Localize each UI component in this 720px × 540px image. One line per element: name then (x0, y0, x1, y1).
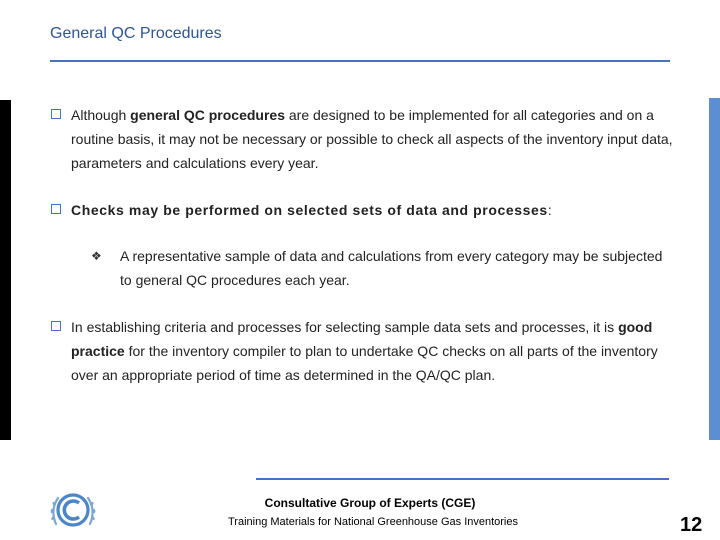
title-divider (50, 60, 670, 62)
good-practice-term: good practice (71, 319, 653, 359)
bullet-item: Although general QC procedures are designed to be implemented for all categories and on a routine basis, it may not be necessary or possible to check all aspects of the inventory input data, parameters and calculations every year. (51, 103, 676, 175)
footer-training-title: Training Materials for National Greenhouse Gas Inventories (227, 516, 518, 528)
bullet-list (51, 103, 676, 387)
footer-divider (256, 478, 669, 480)
page-number: 12 (680, 514, 703, 536)
diamond-bullet-icon: ❖ (91, 249, 102, 263)
left-accent-bar (0, 100, 11, 440)
slide-title: General QC Procedures (50, 25, 222, 42)
square-bullet-icon (51, 109, 61, 119)
bullet-item: In establishing criteria and processes for selecting sample data sets and processes, it is good practice for the inventory compiler to plan to undertake QC checks on all parts of the inventory over an appropriate period of time as determined in the QA/QC plan. (51, 315, 676, 387)
square-bullet-icon (51, 321, 61, 331)
bold-term: general QC procedures (130, 107, 285, 123)
un-climate-change-logo-icon (46, 488, 100, 532)
sub-bullet-item: ❖ A representative sample of data and calculations from every category may be subjected to general QC procedures each year. (91, 244, 676, 292)
right-accent-bar (709, 98, 720, 440)
bold-term: Checks may be performed on selected sets of data and processes (71, 202, 548, 218)
square-bullet-icon (51, 204, 61, 214)
bullet-item: Checks may be performed on selected sets of data and processes: ❖ A representative sample of data and calculations from every category may be subjected to general QC procedures each year. (51, 198, 676, 292)
footer-organization: Consultative Group of Experts (CGE) (264, 496, 476, 510)
